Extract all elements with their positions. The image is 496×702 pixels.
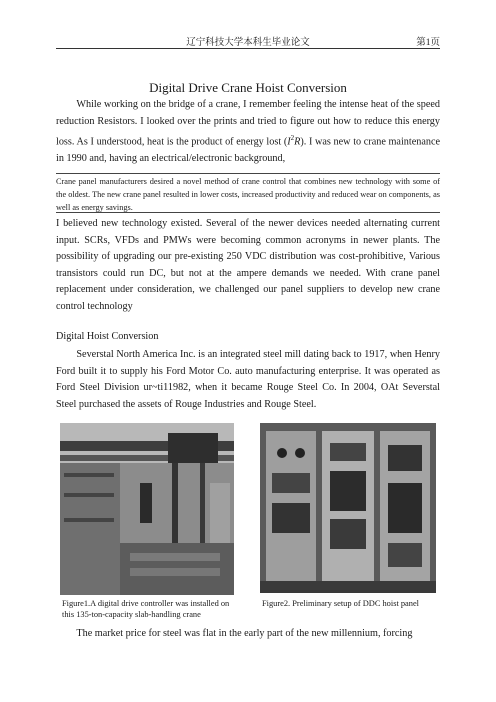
page-header [56,30,440,49]
abstract-box: Crane panel manufacturers desired a novel method of crane control that combines new technology with some of the oldest. The new crane panel resulted in lower costs, increased productivity and reduced wear on components, as well as energy savings. [56,173,440,213]
intro-paragraph [56,97,440,167]
paragraph-severstal: Severstal North America Inc. is an integrated steel mill dating back to 1917, when Henry Ford built it to supply his Ford Motor Co. auto manufacturing enterprise. It was operated as Ford Steel Division ur~ti11982, when it became Rouge Steel Co. In 2004, OAt Severstal Steel purchased the assets of Rouge Industries and Rouge Steel. [56,349,440,410]
figure-1-crane-photo [60,423,234,595]
crane-photo-image [60,423,234,595]
figure-2-panel-photo [260,423,436,593]
panel-photo-image [260,423,436,593]
figure-1-caption: Figure1.A digital drive controller was installed on this 135-ton-capacity slab-handling crane [62,599,230,619]
formula-i: I [287,136,291,148]
formula-exponent: 2 [290,134,295,142]
paragraph-market: The market price for steel was flat in the early part of the new millennium, forcing [76,628,413,639]
paragraph-technology: I believed new technology existed. Several of the newer devices needed alternating current input. SCRs, VFDs and PMWs were becoming common acronyms in newer plants. The possibility of upgrading our pre-existing 250 VDC distribution was cost-prohibitive, Various transistors could run DC, but not at the ampere demands we needed. With crane panel replacement under consideration, we challenged our panel suppliers to develop new crane control technology [56,218,440,312]
paper-title: Digital Drive Crane Hoist Conversion [149,80,347,95]
formula-r: R [294,136,301,148]
figure-2-caption: Figure2. Preliminary setup of DDC hoist panel [262,599,420,608]
page-number: 第1页 [416,38,440,48]
section-heading: Digital Hoist Conversion [56,331,159,342]
intro-text-before: While working on the bridge of a crane, I remember feeling the intense heat of the speed reduction Resistors. I looked over the prints and tried to figure out how to reduce this energy loss. As I understood, heat is the product of energy lost ( [56,99,440,148]
header-title: 辽宁科技大学本科生毕业论文 [186,38,310,48]
intro-text-after: ). I was new to crane maintenance in 1990 and, having an electrical/electronic background, [56,136,440,164]
